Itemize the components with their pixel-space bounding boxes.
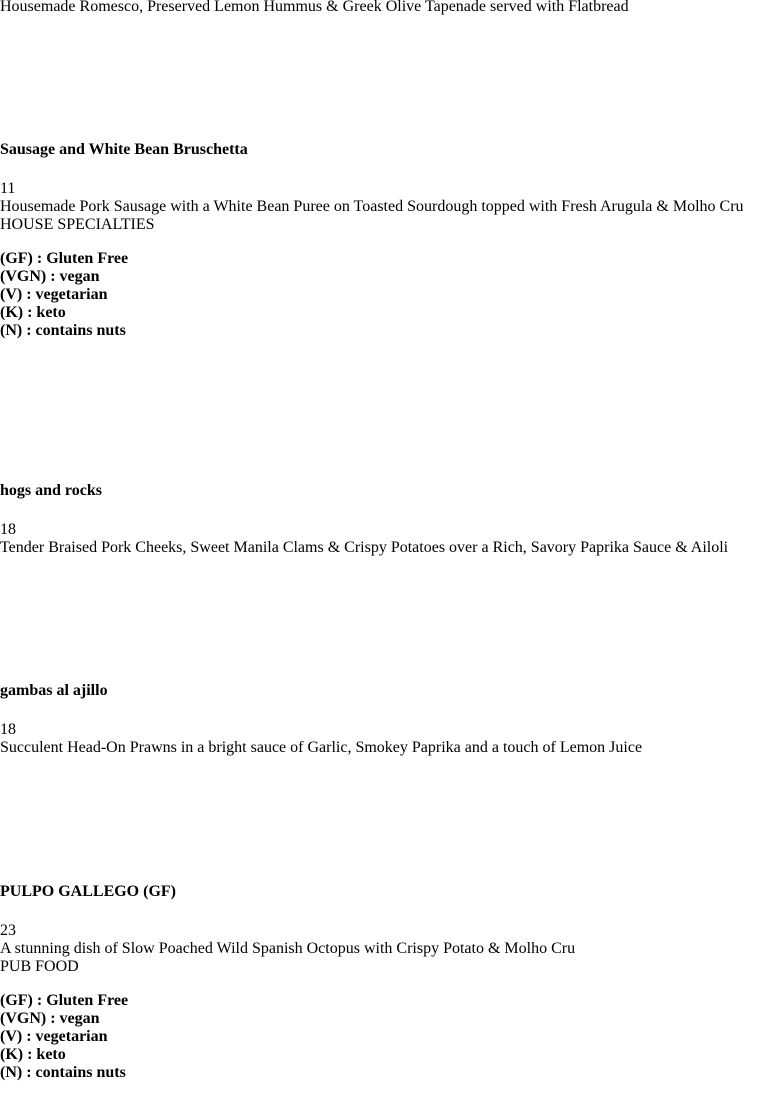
legend-vegetarian: (V) : vegetarian — [0, 286, 108, 303]
menu-item-price: 18 — [0, 521, 16, 538]
menu-item-description: Housemade Romesco, Preserved Lemon Hummus & Greek Olive Tapenade served with Flatbread — [0, 0, 629, 15]
menu-item-name: PULPO GALLEGO (GF) — [0, 883, 176, 900]
menu-item-price: 23 — [0, 922, 16, 939]
section-title-pub-food: PUB FOOD — [0, 958, 79, 975]
legend-vegetarian: (V) : vegetarian — [0, 1028, 108, 1045]
menu-item-name: Sausage and White Bean Bruschetta — [0, 141, 248, 158]
menu-item-description: Housemade Pork Sausage with a White Bean Puree on Toasted Sourdough topped with Fresh Arugula & Molho Cru — [0, 198, 744, 215]
legend-contains-nuts: (N) : contains nuts — [0, 322, 126, 339]
menu-item-price: 18 — [0, 721, 16, 738]
legend-vegan: (VGN) : vegan — [0, 1010, 100, 1027]
legend-contains-nuts: (N) : contains nuts — [0, 1064, 126, 1081]
legend-gluten-free: (GF) : Gluten Free — [0, 250, 129, 267]
legend-keto: (K) : keto — [0, 304, 66, 321]
menu-item-name: hogs and rocks — [0, 482, 102, 499]
menu-item-price: 11 — [0, 180, 16, 197]
section-title-house-specialties: HOUSE SPECIALTIES — [0, 216, 155, 233]
legend-gluten-free: (GF) : Gluten Free — [0, 992, 129, 1009]
menu-item-description: Tender Braised Pork Cheeks, Sweet Manila Clams & Crispy Potatoes over a Rich, Savory Paprika Sauce & Ailoli — [0, 539, 729, 556]
legend-vegan: (VGN) : vegan — [0, 268, 100, 285]
menu-item-description: A stunning dish of Slow Poached Wild Spanish Octopus with Crispy Potato & Molho Cru — [0, 940, 576, 957]
legend-keto: (K) : keto — [0, 1046, 66, 1063]
menu-item-description: Succulent Head-On Prawns in a bright sauce of Garlic, Smokey Paprika and a touch of Lemon Juice — [0, 739, 643, 756]
menu-item-name: gambas al ajillo — [0, 682, 108, 699]
